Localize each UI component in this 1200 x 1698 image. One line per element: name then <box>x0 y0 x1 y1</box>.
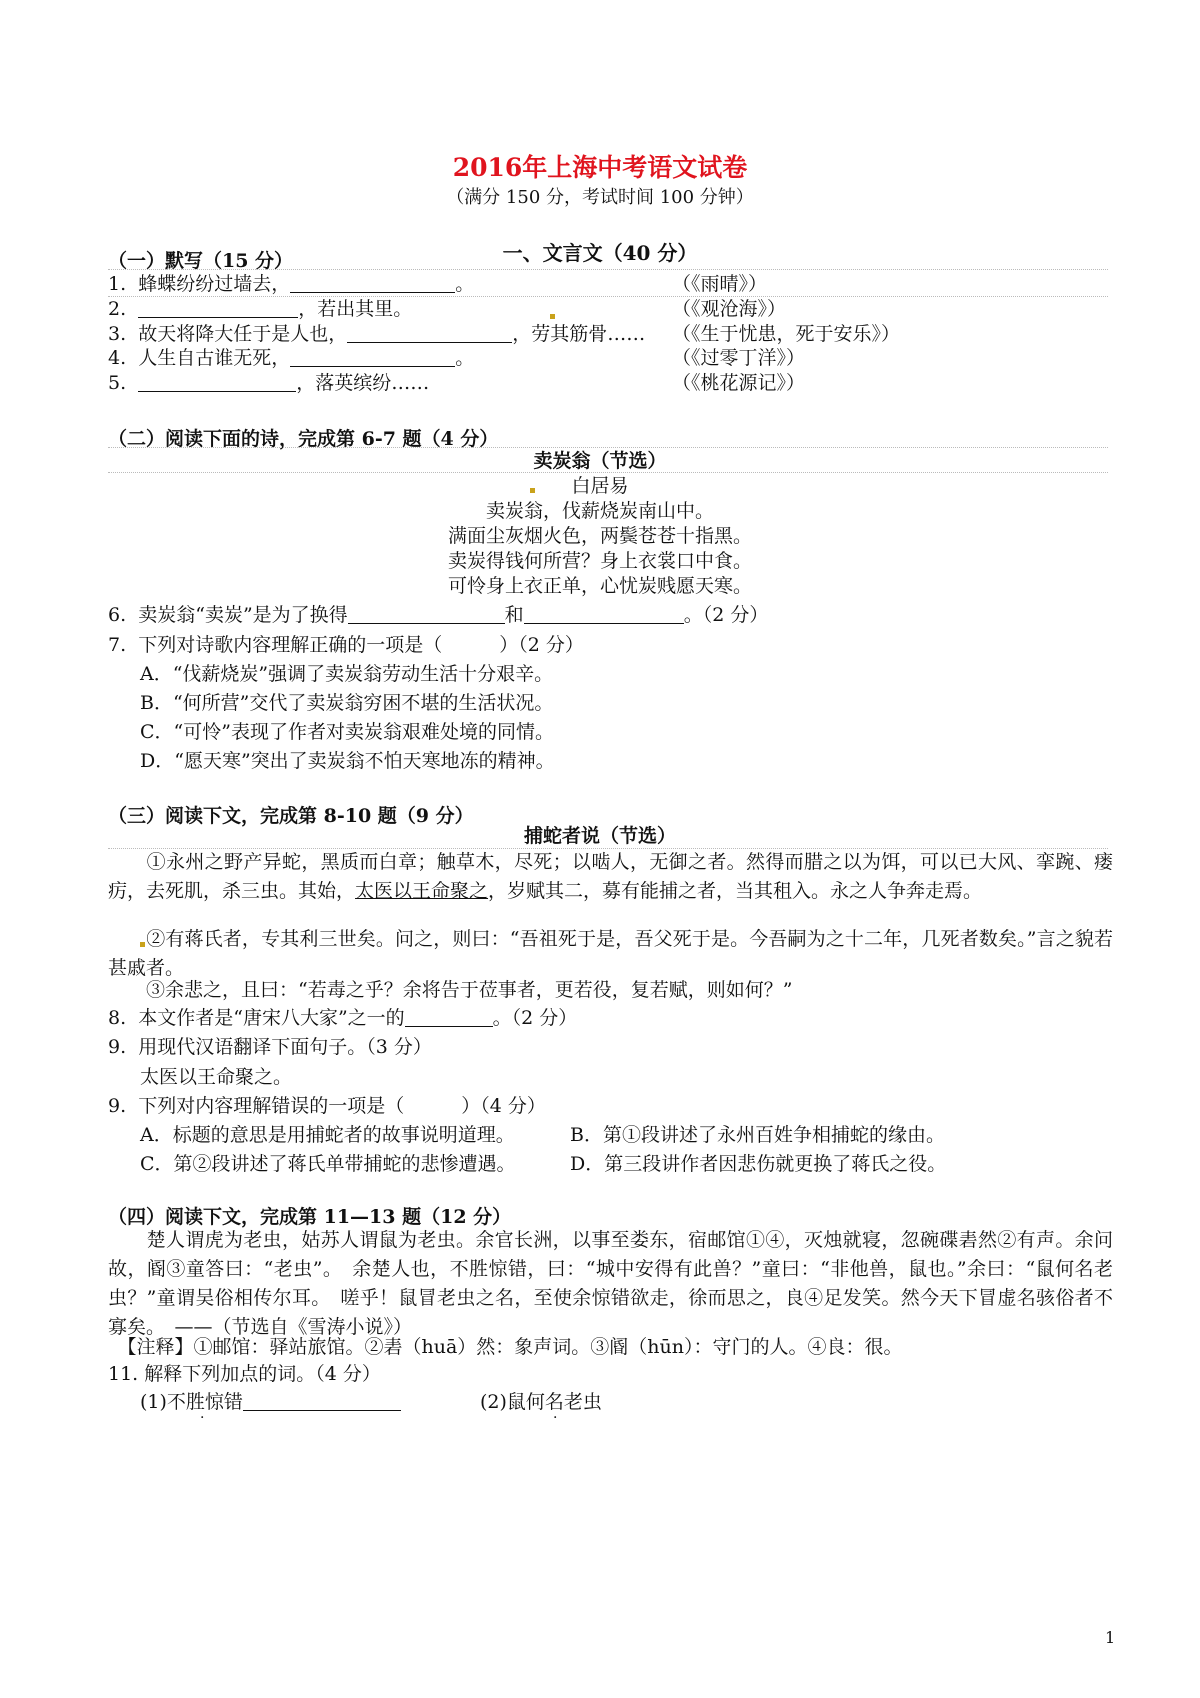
option-d: D．“愿天寒”突出了卖炭翁不怕天寒地冻的精神。 <box>140 750 555 772</box>
answer-blank[interactable] <box>243 1390 401 1411</box>
question-6: 6. 卖炭翁“卖炭”是为了换得 和 。（2 分） <box>108 604 769 626</box>
exam-title: 2016年上海中考语文试卷 <box>452 153 748 182</box>
option-a: A．“伐薪烧炭”强调了卖炭翁劳动生活十分艰辛。 <box>140 663 554 685</box>
source-4: （《过零丁洋》） <box>672 347 806 369</box>
section-heading-4: （四）阅读下文，完成第 11—13 题（12 分） <box>108 1206 512 1228</box>
part-heading: 一、文言文（40 分） <box>502 241 698 265</box>
answer-blank[interactable] <box>405 1006 493 1027</box>
option-b: B．“何所营”交代了卖炭翁穷困不堪的生活状况。 <box>140 692 554 714</box>
emphasis-dot: · <box>553 1410 558 1426</box>
emphasis-dot: · <box>200 1410 205 1426</box>
option-a: A．标题的意思是用捕蛇者的故事说明道理。 <box>140 1124 515 1146</box>
section-heading-1: （一）默写（15 分） <box>108 250 294 272</box>
answer-blank[interactable] <box>348 603 505 624</box>
option-b: B．第①段讲述了永州百姓争相捕蛇的缘由。 <box>570 1124 945 1146</box>
poem-line: 卖炭得钱何所营？身上衣裳口中食。 <box>447 550 752 572</box>
passage-paragraph-1: ①永州之野产异蛇，黑质而白章；触草木，尽死；以啮人，无御之者。然得而腊之以为饵，可以已大风、挛踠、瘘疠，去死肌，杀三虫。其始，太医以王命聚之，岁赋其二，募有能捕之者，当其租入。永之人争奔走焉。 <box>108 851 1113 902</box>
option-c: C．第②段讲述了蒋氏单带捕蛇的悲惨遭遇。 <box>140 1153 516 1175</box>
source-3: （《生于忧患，死于安乐》） <box>672 323 901 345</box>
dictation-item-1: 1. 蜂蝶纷纷过墙去， 。 <box>108 273 475 295</box>
question-7: 7. 下列对诗歌内容理解正确的一项是（ ）（2 分） <box>108 634 584 656</box>
answer-blank[interactable] <box>347 322 512 343</box>
underlined-sentence: 太医以王命聚之 <box>355 880 489 902</box>
translate-sentence: 太医以王命聚之。 <box>140 1066 293 1088</box>
passage-paragraph-2: ②有蒋氏者，专其利三世矣。问之，则曰：“吾祖死于是，吾父死于是。今吾嗣为之十二年，几死者数矣。”言之貌若甚戚者。 <box>108 928 1113 979</box>
source-1: （《雨晴》） <box>672 273 768 295</box>
dictation-item-3: 3. 故天将降大任于是人也， ，劳其筋骨…… <box>108 323 646 345</box>
page-number: 1 <box>1105 1628 1116 1647</box>
poem-line: 满面尘灰烟火色，两鬓苍苍十指黑。 <box>447 525 752 547</box>
answer-blank[interactable] <box>524 603 684 624</box>
option-c: C．“可怜”表现了作者对卖炭翁艰难处境的同情。 <box>140 721 554 743</box>
section-heading-3: （三）阅读下文，完成第 8-10 题（9 分） <box>108 805 474 827</box>
source-2: （《观沧海》） <box>672 298 787 320</box>
question-9: 9. 用现代汉语翻译下面句子。（3 分） <box>108 1036 432 1058</box>
poem-author: 白居易 <box>571 475 629 497</box>
highlight-marker <box>550 314 555 319</box>
passage-paragraph: 楚人谓虎为老虫，姑苏人谓鼠为老虫。余官长洲，以事至娄东，宿邮馆①④，灭烛就寝，忽碗碟砉然②有声。余问故，阍③童答曰：“老虫”。 余楚人也，不胜惊错，曰：“城中安得有此兽？”童曰：“非他兽，鼠也。”余曰：“鼠何名老虫？”童谓吴俗相传尔耳。 嗟乎！鼠冒老虫之名，至使余惊错欲走，徐而思之，良④足发笑。然今天下冒虚名骇俗者不 寡矣。 ——（节选自《雪涛小说》） <box>108 1229 1133 1338</box>
poem-line: 卖炭翁，伐薪烧炭南山中。 <box>485 500 714 522</box>
option-d: D．第三段讲作者因悲伤就更换了蒋氏之役。 <box>570 1153 947 1175</box>
dictation-item-2: 2. ，若出其里。 <box>108 298 413 320</box>
poem-title: 卖炭翁（节选） <box>533 450 667 472</box>
answer-blank[interactable] <box>138 297 298 318</box>
source-5: （《桃花源记》） <box>672 372 806 394</box>
question-10: 9. 下列对内容理解错误的一项是（ ）（4 分） <box>108 1095 546 1117</box>
answer-blank[interactable] <box>138 371 296 392</box>
text-title: 捕蛇者说（节选） <box>523 825 676 847</box>
annotation-notes: 【注释】①邮馆：驿站旅馆。②砉（huā）然：象声词。③阍（hūn）：守门的人。④良：很。 <box>108 1336 903 1358</box>
answer-blank[interactable] <box>290 346 455 367</box>
sub-question-2: (2)鼠何名老虫 <box>480 1391 602 1413</box>
dictation-item-5: 5. ，落英缤纷…… <box>108 372 430 394</box>
divider <box>108 269 1108 270</box>
poem-line: 可怜身上衣正单，心忧炭贱愿天寒。 <box>447 575 752 597</box>
answer-blank[interactable] <box>290 272 455 293</box>
exam-subtitle: （满分 150 分，考试时间 100 分钟） <box>446 187 754 208</box>
passage-paragraph-3: ③余悲之，且曰：“若毒之乎？余将告于莅事者，更若役，复若赋，则如何？” <box>108 979 793 1001</box>
question-11: 11. 解释下列加点的词。（4 分） <box>108 1363 381 1385</box>
sub-question-1: (1)不胜惊错 <box>140 1389 401 1415</box>
dictation-item-4: 4. 人生自古谁无死， 。 <box>108 347 475 369</box>
section-heading-2: （二）阅读下面的诗，完成第 6-7 题（4 分） <box>108 428 499 450</box>
question-8: 8. 本文作者是“唐宋八大家”之一的 。（2 分） <box>108 1007 578 1029</box>
